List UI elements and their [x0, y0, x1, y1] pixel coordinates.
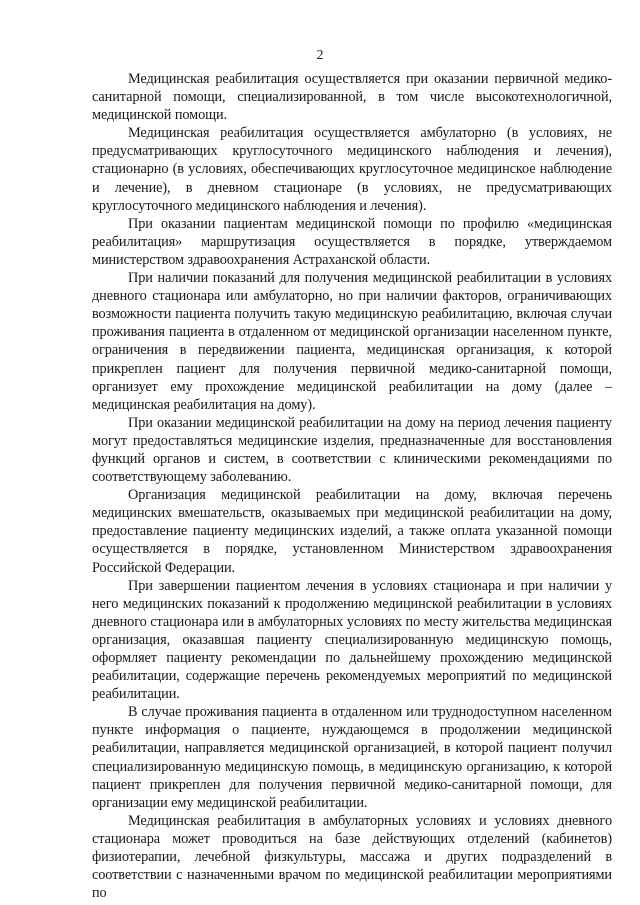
paragraph: При завершении пациентом лечения в условиях стационара и при наличии у него медицинских показаний к продолжению медицинской реабилитации в условиях дневного стационара или в амбулаторных условиях по месту жительства медицинская организация, оказавшая пациенту специализированную медицинскую помощь, оформляет пациенту рекомендации по дальнейшему прохождению медицинской реабилитации, содержащие перечень рекомендуемых мероприятий по медицинской реабилитации. [92, 577, 612, 703]
page-number: 2 [316, 48, 324, 63]
paragraph: Медицинская реабилитация осуществляется амбулаторно (в условиях, не предусматривающих круглосуточного медицинского наблюдения и лечения), стационарно (в условиях, обеспечивающих круглосуточное медицинское наблюдение и лечение), в дневном стационаре (в условиях, не предусматривающих круглосуточного медицинского наблюдения и лечения). [92, 125, 612, 214]
paragraph: В случае проживания пациента в отдаленном или труднодоступном населенном пункте информация о пациенте, нуждающемся в продолжении медицинской реабилитации, направляется медицинской организацией, в которой пациент получил специализированную медицинскую помощь, в медицинскую организацию, к которой пациент прикреплен для получения первичной медико-санитарной помощи, для организации ему медицинской реабилитации. [92, 704, 612, 811]
paragraph: При наличии показаний для получения медицинской реабилитации в условиях дневного стационара или амбулаторно, но при наличии факторов, ограничивающих возможности пациента получить такую медицинскую реабилитацию, включая случаи проживания пациента в отдаленном от медицинской организации населенном пункте, ограничения в передвижении пациента, медицинская организация, к которой прикреплен пациент для получения первичной медико-санитарной помощи, организует ему прохождение медицинской реабилитации на дому (далее – медицинская реабилитация на дому). [92, 270, 612, 413]
paragraph: Медицинская реабилитация в амбулаторных условиях и условиях дневного стационара может проводиться на базе действующих отделений (кабинетов) физиотерапии, лечебной физкультуры, массажа и других подразделений в соответствии с назначенными врачом по медицинской реабилитации мероприятиями по [92, 812, 612, 902]
paragraph: Медицинская реабилитация осуществляется при оказании первичной медико-санитарной помощи, специализированной, в том числе высокотехнологичной, медицинской помощи. [92, 71, 612, 124]
paragraph: При оказании пациентам медицинской помощи по профилю «медицинская реабилитация» маршрутизация осуществляется в порядке, утверждаемом министерством здравоохранения Астраханской области. [92, 215, 612, 268]
document-body [92, 70, 612, 902]
paragraph: Организация медицинской реабилитации на дому, включая перечень медицинских вмешательств, оказываемых при медицинской реабилитации на дому, предоставление пациенту медицинских изделий, а также оплата указанной помощи осуществляется в порядке, установленном Министерством здравоохранения Российской Федерации. [92, 487, 612, 576]
paragraph: При оказании медицинской реабилитации на дому на период лечения пациенту могут предоставляться медицинские изделия, предназначенные для восстановления функций органов и систем, в соответствии с клиническими рекомендациями по соответствующему заболеванию. [92, 414, 612, 486]
